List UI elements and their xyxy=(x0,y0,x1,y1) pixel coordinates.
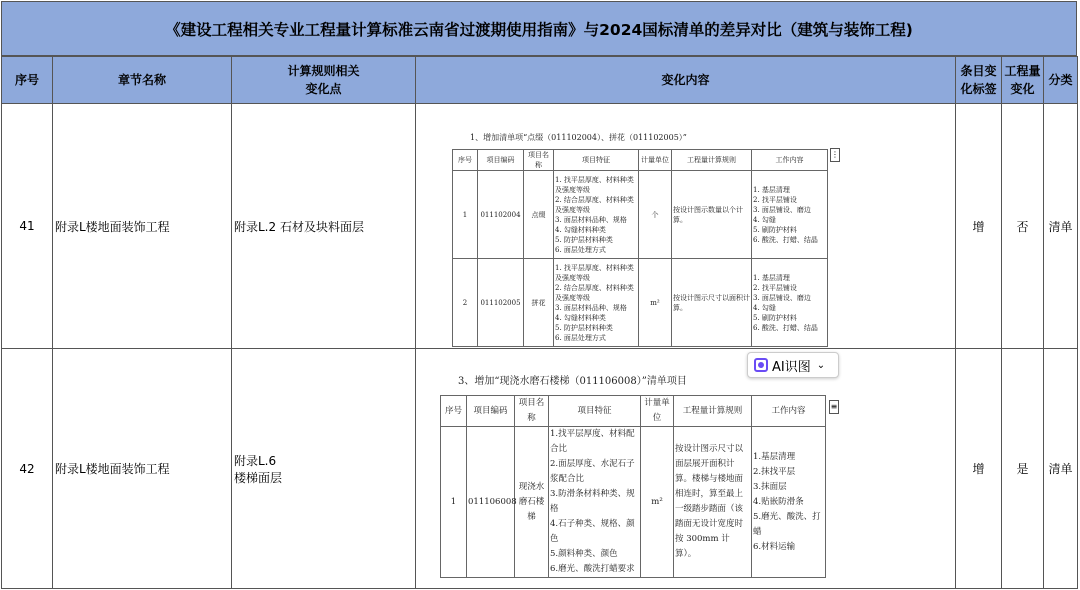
snippet-cell: 现浇水磨石楼梯 xyxy=(515,427,549,578)
snippet-cell: 按设计图示尺寸以面层展开面积计算。楼梯与楼地面相连时，算至最上一级踏步踏面（该踏面无设计宽度时按 300mm 计算）。 xyxy=(674,427,752,578)
page-title: 《建设工程相关专业工程量计算标准云南省过渡期使用指南》与2024国标清单的差异对比（建筑与装饰工程) xyxy=(1,1,1077,56)
header-seq: 序号 xyxy=(2,57,53,104)
snippet-col: 工程量计算规则 xyxy=(672,150,752,171)
snippet-row xyxy=(441,427,826,578)
cell-cat[interactable]: 清单 xyxy=(1044,104,1078,349)
ai-button-label: AI识图 xyxy=(772,359,811,375)
snippet-cell: 2 xyxy=(453,259,478,347)
snippet-cell: 011106008 xyxy=(467,427,515,578)
snippet-table xyxy=(452,149,828,347)
header-rule: 计算规则相关 变化点 xyxy=(232,57,416,104)
header-chapter: 章节名称 xyxy=(53,57,232,104)
snippet-cell: 1 xyxy=(453,171,478,259)
snippet-cell: 按设计图示尺寸以面积计算。 xyxy=(672,259,752,347)
snippet-cell: 1.找平层厚度、材料配合比 2.面层厚度、水泥石子浆配合比 3.防滑条材料种类、规格 4.石子种类、规格、颜色 5.颜料种类、颜色 6.磨光、酸洗打蜡要求 xyxy=(549,427,641,578)
snippet-cell: 拼花 xyxy=(524,259,554,347)
header-change: 变化内容 xyxy=(416,57,956,104)
ai-scan-icon xyxy=(754,358,768,372)
snippet-cell: 1.基层清理 2.抹找平层 3.抹面层 4.贴嵌防滑条 5.磨光、酸洗、打蜡 6.材料运输 xyxy=(752,427,826,578)
snippet-col: 项目名称 xyxy=(524,150,554,171)
snippet-col: 序号 xyxy=(453,150,478,171)
header-cat: 分类 xyxy=(1044,57,1078,104)
snippet-col: 计量单位 xyxy=(639,150,672,171)
snippet-cell: 011102004 xyxy=(478,171,524,259)
snippet-col: 项目编码 xyxy=(467,396,515,427)
snippet-cell: 011102005 xyxy=(478,259,524,347)
snippet-col: 项目特征 xyxy=(549,396,641,427)
cell-rule[interactable]: 附录L.6 楼梯面层 xyxy=(232,349,416,589)
cell-qty[interactable]: 是 xyxy=(1002,349,1044,589)
cell-rule[interactable]: 附录L.2 石材及块料面层 xyxy=(232,104,416,349)
cell-qty[interactable]: 否 xyxy=(1002,104,1044,349)
snippet-header-row xyxy=(441,396,826,427)
snippet-caption: 3、增加“现浇水磨石楼梯（011106008）”清单项目 xyxy=(458,376,687,387)
snippet-col: 工程量计算规则 xyxy=(674,396,752,427)
snippet-caption: 1、增加清单项“点缀（011102004）、拼花（011102005）” xyxy=(470,133,687,142)
snippet-col: 项目编码 xyxy=(478,150,524,171)
snippet-col: 工作内容 xyxy=(752,150,828,171)
snippet-header-row xyxy=(453,150,828,171)
snippet-col: 项目名称 xyxy=(515,396,549,427)
embedded-image-row42 xyxy=(440,359,845,580)
header-qty: 工程量变化 xyxy=(1002,57,1044,104)
snippet-cell: 1 xyxy=(441,427,467,578)
snippet-cell: 1. 基层清理 2. 找平层铺设 3. 面层铺设、磨边 4. 勾缝 5. 刷防护材料 6. 酸洗、打蜡、结晶 xyxy=(752,171,828,259)
snippet-cell: 1. 找平层厚度、材料种类及强度等级 2. 结合层厚度、材料种类及强度等级 3. 面层材料品种、规格 4. 勾缝材料种类 5. 防护层材料种类 6. 面层处理方式 xyxy=(554,259,639,347)
snippet-col: 工作内容 xyxy=(752,396,826,427)
cell-chapter[interactable]: 附录L楼地面装饰工程 xyxy=(53,349,232,589)
snippet-cell: 1. 基层清理 2. 找平层铺设 3. 面层铺设、磨边 4. 勾缝 5. 刷防护材料 6. 酸洗、打蜡、结晶 xyxy=(752,259,828,347)
snippet-row xyxy=(453,259,828,347)
snippet-cell: 点缀 xyxy=(524,171,554,259)
document-icon[interactable]: ⋮ xyxy=(830,148,840,162)
snippet-col: 项目特征 xyxy=(554,150,639,171)
header-row xyxy=(2,57,1078,104)
snippet-cell: m² xyxy=(639,259,672,347)
chevron-down-icon: ⌄ xyxy=(816,359,826,371)
header-tag: 条目变化标签 xyxy=(956,57,1002,104)
cell-tag[interactable]: 增 xyxy=(956,349,1002,589)
snippet-cell: 按设计图示数量以个计算。 xyxy=(672,171,752,259)
snippet-table xyxy=(440,395,826,578)
embedded-image-row41 xyxy=(452,128,832,343)
cell-cat[interactable]: 清单 xyxy=(1044,349,1078,589)
cell-chapter[interactable]: 附录L楼地面装饰工程 xyxy=(53,104,232,349)
cell-seq[interactable]: 41 xyxy=(2,104,53,349)
snippet-cell: m² xyxy=(641,427,674,578)
snippet-col: 序号 xyxy=(441,396,467,427)
ai-recognize-button[interactable] xyxy=(747,352,839,378)
cell-tag[interactable]: 增 xyxy=(956,104,1002,349)
snippet-col: 计量单位 xyxy=(641,396,674,427)
snippet-cell: 1. 找平层厚度、材料种类及强度等级 2. 结合层厚度、材料种类及强度等级 3. 面层材料品种、规格 4. 勾缝材料种类 5. 防护层材料种类 6. 面层处理方式 xyxy=(554,171,639,259)
snippet-cell: 个 xyxy=(639,171,672,259)
table-icon[interactable]: ≡ xyxy=(829,400,839,414)
snippet-row xyxy=(453,171,828,259)
cell-seq[interactable]: 42 xyxy=(2,349,53,589)
